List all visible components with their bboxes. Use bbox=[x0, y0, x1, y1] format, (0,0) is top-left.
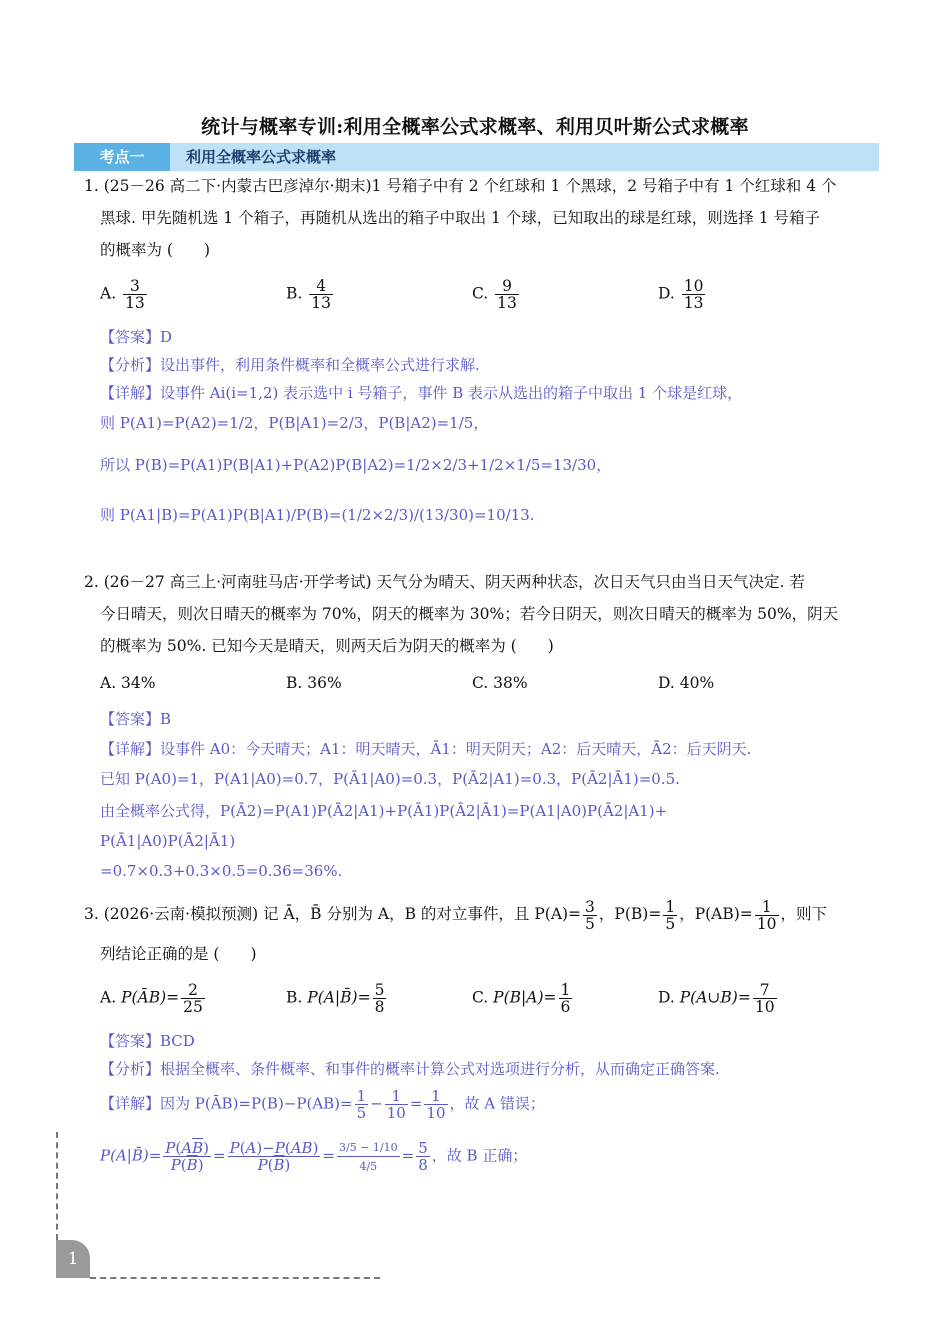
q1-option-d: D. $\frac{10}{13}$ bbox=[658, 277, 704, 312]
q2-option-c: C. 38% bbox=[472, 674, 528, 692]
q2-detail-5: =0.7×0.3+0.3×0.5=0.36=36%. bbox=[100, 862, 343, 880]
q2-answer: 【答案】B bbox=[100, 710, 172, 728]
page-number: 1 bbox=[56, 1240, 90, 1278]
q2-line-1: 2. (26－27 高三上·河南驻马店·开学考试) 天气分为晴天、阴天两种状态，次日天气只由当日天气决定. 若 bbox=[84, 573, 805, 591]
q2-detail-2: 已知 P(A0)=1，P(A1|A0)=0.7，P(Ā1|A0)=0.3，P(Ā2|A1)=0.3，P(Ā2|Ā1)=0.5. bbox=[100, 770, 680, 788]
q2-solution bbox=[100, 708, 890, 888]
q1-detail-4: 则 P(A1|B)=P(A1)P(B|A1)/P(B)=(1/2×2/3)/(13/30)=10/13. bbox=[100, 506, 535, 524]
page-title: 统计与概率专训:利用全概率公式求概率、利用贝叶斯公式求概率 bbox=[201, 116, 749, 138]
q2-detail-1: 【详解】设事件 A0：今天晴天；A1：明天晴天，Ā1：明天阴天；A2：后天晴天，Ā2：后天阴天. bbox=[100, 740, 752, 758]
q3-option-a: A. P(ĀB)= $\frac{2}{25}$ bbox=[100, 981, 203, 1016]
q1-detail-1: 【详解】设事件 Ai(i=1,2) 表示选中 i 号箱子，事件 B 表示从选出的箱子中取出 1 个球是红球， bbox=[100, 384, 743, 402]
q1-line-2: 黑球. 甲先随机选 1 个箱子，再随机从选出的箱子中取出 1 个球，已知取出的球是红球，则选择 1 号箱子 bbox=[100, 209, 821, 227]
q3-option-d: D. P(A∪B)= $\frac{7}{10}$ bbox=[658, 981, 775, 1016]
q1-option-b: B. $\frac{4}{13}$ bbox=[286, 277, 331, 312]
q3-option-c: C. P(B|A)= $\frac{1}{6}$ bbox=[472, 981, 571, 1016]
q1-options bbox=[100, 278, 860, 318]
q2-line-3: 的概率为 50%. 已知今天是晴天，则两天后为阴天的概率为 ( ) bbox=[100, 637, 554, 655]
q3-option-b: B. P(A|B̄)= $\frac{5}{8}$ bbox=[286, 981, 385, 1016]
q1-line-3: 的概率为 ( ) bbox=[100, 241, 211, 259]
q2-option-d: D. 40% bbox=[658, 674, 715, 692]
q2-option-a: A. 34% bbox=[100, 674, 156, 692]
q3-solution bbox=[100, 1030, 890, 1190]
page-margin-dashed-horizontal bbox=[90, 1277, 380, 1279]
q3-detail-2: P(A|B̄)= $\frac{P(A\overline{B})}{P(\overline{B})}$ = $\frac{P(A)-P(AB)}{P(\overline{B})}$ = $\frac{3/5 - 1/10}{4/5}$ = $\frac{5}{8}$ ，故 B 正确； bbox=[100, 1139, 528, 1174]
q3-detail-1: 【详解】因为 P(ĀB)=P(B)−P(AB)= $\frac{1}{5}$ − $\frac{1}{10}$ = $\frac{1}{10}$ ，故 A 错误； bbox=[100, 1087, 545, 1122]
q1-line-1: 1. (25－26 高二下·内蒙古巴彦淖尔·期末)1 号箱子中有 2 个红球和 1 个黑球，2 号箱子中有 1 个红球和 4 个 bbox=[84, 177, 837, 195]
q1-detail-3: 所以 P(B)=P(A1)P(B|A1)+P(A2)P(B|A2)=1/2×2/3+1/2×1/5=13/30， bbox=[100, 456, 612, 474]
q3-options bbox=[100, 982, 860, 1022]
q2-detail-3: 由全概率公式得，P(Ā2)=P(A1)P(Ā2|A1)+P(Ā1)P(Ā2|Ā1)=P(A1|A0)P(Ā2|A1)+ bbox=[100, 802, 668, 820]
section-header bbox=[74, 143, 879, 171]
q2-option-b: B. 36% bbox=[286, 674, 342, 692]
question-3 bbox=[84, 898, 884, 970]
q1-option-a: A. $\frac{3}{13}$ bbox=[100, 277, 145, 312]
page-margin-dashed-vertical bbox=[56, 1132, 58, 1240]
q3-line-1: 3. (2026·云南·模拟预测) 记 Ā，B̄ 分别为 A，B 的对立事件，且 P(A)= $\frac{3}{5}$ ，P(B)= $\frac{1}{5}$ ，P(AB)= $\frac{1}{10}$ ，则下 bbox=[84, 897, 828, 933]
section-label: 考点一 bbox=[74, 143, 170, 171]
q3-line-2: 列结论正确的是 ( ) bbox=[100, 944, 257, 963]
section-title: 利用全概率公式求概率 bbox=[186, 148, 337, 166]
q1-option-c: C. $\frac{9}{13}$ bbox=[472, 277, 517, 312]
q3-analysis: 【分析】根据全概率、条件概率、和事件的概率计算公式对选项进行分析，从而确定正确答案. bbox=[100, 1060, 720, 1078]
q1-solution bbox=[100, 326, 890, 556]
q2-options bbox=[100, 674, 860, 698]
q1-analysis: 【分析】设出事件，利用条件概率和全概率公式进行求解. bbox=[100, 356, 480, 374]
q1-detail-2: 则 P(A1)=P(A2)=1/2，P(B|A1)=2/3，P(B|A2)=1/5， bbox=[100, 414, 489, 432]
q1-answer: 【答案】D bbox=[100, 328, 173, 346]
question-2 bbox=[84, 566, 884, 662]
q2-detail-4: P(Ā1|A0)P(Ā2|Ā1) bbox=[100, 832, 236, 850]
q2-line-2: 今日晴天，则次日晴天的概率为 70%，阴天的概率为 30%；若今日阴天，则次日晴天的概率为 50%，阴天 bbox=[100, 605, 839, 623]
question-1 bbox=[84, 170, 884, 266]
q3-answer: 【答案】BCD bbox=[100, 1032, 195, 1050]
